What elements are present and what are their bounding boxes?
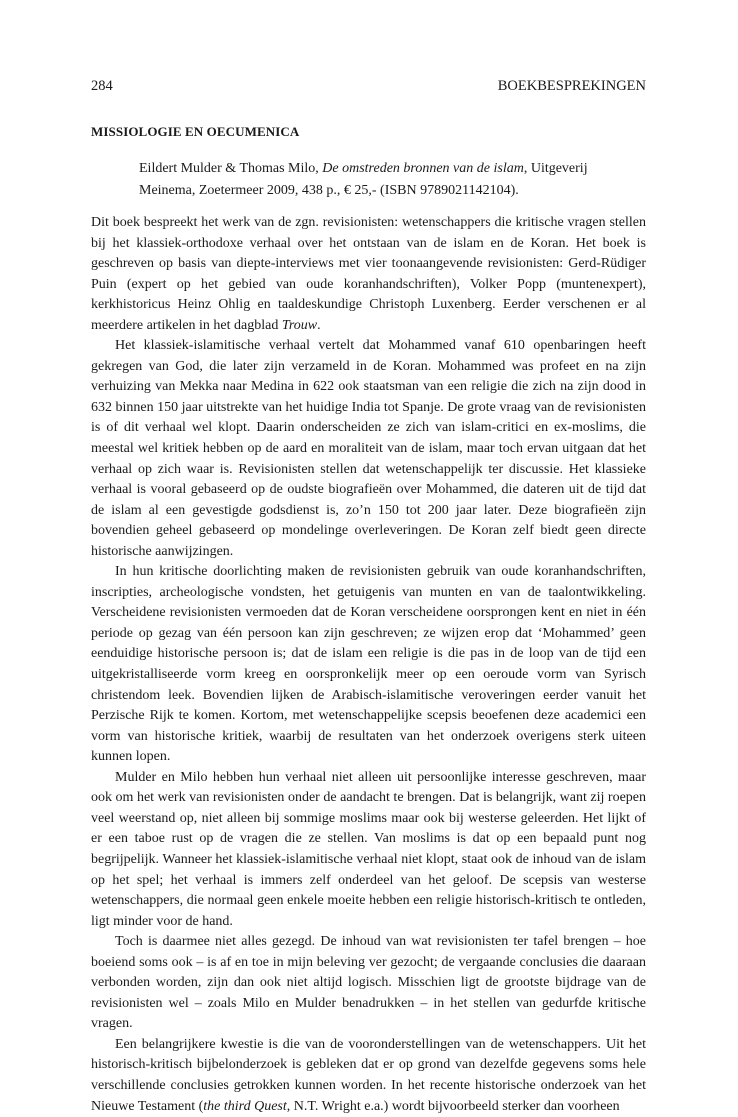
review-body [91,213,646,1117]
paragraph-6-start: Een belangrijkere kwestie is die van de vooronderstellingen van de wetenschappers. Uit het historisch-kritisch bijbelonderzoek is gebleken dat er op grond van dezelfde gegevens soms hele verschillende conclusies getrokken kunnen worden. In het recente historische onderzoek van het Nieuwe Testament ( [91,1036,646,1114]
running-title: BOEKBESPREKINGEN [497,78,646,94]
running-header [91,78,646,95]
paragraph-5: Toch is daarmee niet alles gezegd. De inhoud van wat revisionisten ter tafel brengen – hoe boeiend soms ook – is af en toe in mijn beleving ver gezocht; de vergaande conclusies die daaraan verbonden worden, zijn dan ook niet altijd logisch. Misschien ligt de grootste bijdrage van de revisionisten wel – zoals Milo en Mulder benadrukken – in het stellen van gedurfde kritische vragen. [91,934,646,1032]
bib-title: De omstreden bronnen van de islam [322,161,524,176]
paragraph-6-end: , N.T. Wright e.a.) wordt bijvoorbeeld sterker dan voorheen [286,1098,620,1114]
bib-publication: , Uitgeverij Meinema, Zoetermeer 2009, 438 p., € 25,- (ISBN 9789021142104). [139,161,588,198]
third-quest-title: the third Quest [203,1098,287,1114]
bibliographic-entry [139,158,646,201]
paragraph-4: Mulder en Milo hebben hun verhaal niet alleen uit persoonlijke interesse geschreven, maar ook om het werk van revisionisten onder de aandacht te brengen. Dat is belangrijk, want zij roepen veel weerstand op, niet alleen bij sommige moslims maar ook bij westerse geleerden. Het lijkt of er een taboe rust op de vragen die ze stellen. Van moslims is dat op een bepaald punt nog begrijpelijk. Wanneer het klassiek-islamitische verhaal niet klopt, staat ook de inhoud van de islam op het spel; het verhaal is immers zelf onderdeel van het geloof. De scepsis van westerse wetenschappers, die normaal geen enkele moeite hebben een religie historisch-kritisch te ontleden, ligt minder voor de hand. [91,769,646,929]
page-number: 284 [91,78,113,94]
paragraph-1-text: Dit boek bespreekt het werk van de zgn. revisionisten: wetenschappers die kritische vragen stellen bij het klassiek-orthodoxe verhaal over het ontstaan van de islam en de Koran. Het boek is geschreven op basis van diepte-interviews met vier toonaangevende revisionisten: Gerd-Rüdiger Puin (expert op het gebied van oude koranhandschriften), Volker Popp (muntenexpert), kerkhistoricus Heinz Ohlig en taaldeskundige Christoph Luxenberg. Eerder verschenen er al meerdere artikelen in het dagblad [91,215,646,333]
paragraph-2: Het klassiek-islamitische verhaal vertelt dat Mohammed vanaf 610 openbaringen heeft gekregen van God, die later zijn verzameld in de Koran. Mohammed was profeet en na zijn verhuizing van Mekka naar Medina in 622 ook staatsman van een religie die zich na zijn dood in 632 binnen 150 jaar uitstrekte van het huidige India tot Spanje. De grote vraag van de revisionisten is of dit verhaal wel klopt. Daarin onderscheiden ze zich van islam-critici en ex-moslims, die meestal wel kritiek hebben op de aard en moraliteit van de islam, maar toch ervan uitgaan dat het verhaal op zich waar is. Revisionisten stellen dat wetenschappelijk ter discussie. Het klassieke verhaal is vooral gebaseerd op de oudste biografieën over Mohammed, die dateren uit de tijd dat de islam al een gevestigde godsdienst is, zo’n 150 tot 200 jaar later. Deze biografieën zijn bovendien geheel gebaseerd op mondelinge overleveringen. De Koran zelf biedt geen directe historische aanwijzingen. [91,338,646,559]
paragraph-1 [91,213,646,336]
paragraph-1-end: . [317,317,321,333]
section-heading: MISSIOLOGIE EN OECUMENICA [91,124,300,139]
paragraph-3: In hun kritische doorlichting maken de revisionisten gebruik van oude koranhandschriften, inscripties, archeologische vondsten, het getuigenis van munten en van de taalontwikkeling. Verscheidene revisionisten vermoeden dat de Koran verscheidene oorsprongen kent en niet in één periode op gezag van één persoon kan zijn geschreven; ze wijzen erop dat ‘Mohammed’ geen eenduidige historische persoon is; dat de islam een religie is die pas in de loop van de tijd een uitgekristalliseerde vorm kreeg en oorspronkelijk meer op een oeroude vorm van Syrisch christendom leek. Bovendien lijken de Arabisch-islamitische veroveringen eerder vanuit het Perzische Rijk te komen. Kortom, met wetenschappelijke scepsis beoefenen deze academici een vorm van historische kritiek, waarbij de resultaten van het onderzoek overigens sterk uiteen kunnen lopen. [91,564,646,765]
bib-authors: Eildert Mulder & Thomas Milo, [139,161,323,176]
newspaper-title: Trouw [281,317,318,333]
paragraph-6 [91,1035,646,1117]
